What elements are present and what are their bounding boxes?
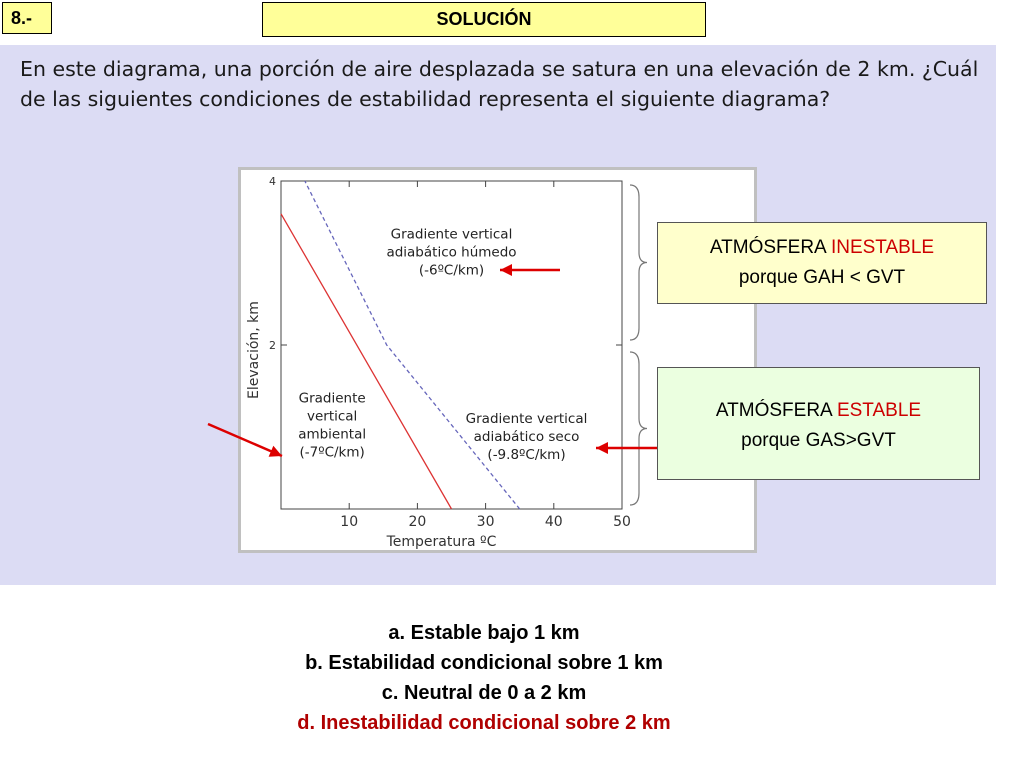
- y-tick-label-0: 2: [269, 339, 276, 352]
- annotation-1-line-2: ambiental: [298, 426, 367, 443]
- annotation-2-line-0: Gradiente vertical: [465, 410, 588, 427]
- annotation-0: [386, 226, 516, 278]
- brace-upper: [630, 185, 647, 340]
- annotation-1: [298, 390, 366, 460]
- option-c: c. Neutral de 0 a 2 km: [381, 682, 587, 704]
- annotation-1-line-1: vertical: [306, 408, 358, 425]
- option-d: d. Inestabilidad condicional sobre 2 km: [297, 712, 671, 734]
- callout-stable-reason: porque GAS>GVT: [741, 430, 896, 451]
- x-tick-label-3: 40: [544, 514, 563, 530]
- annotation-0-line-1: adiabático húmedo: [386, 244, 517, 261]
- answer-options: [200, 618, 768, 738]
- callout-stable-prefix: ATMÓSFERA: [715, 400, 837, 421]
- arrow-dry: [596, 442, 658, 454]
- callout-unstable-prefix: ATMÓSFERA: [709, 237, 831, 258]
- arrow-ambient-shaft: [208, 424, 282, 456]
- x-tick-label-2: 30: [476, 514, 495, 530]
- annotation-2-line-2: (-9.8ºC/km): [487, 446, 566, 463]
- annotation-1-line-3: (-7ºC/km): [299, 444, 365, 461]
- x-tick-label-0: 10: [340, 514, 359, 530]
- x-axis-label: Temperatura ºC: [386, 534, 497, 550]
- x-tick-label-4: 50: [613, 514, 631, 530]
- y-tick-label-1: 4: [269, 175, 276, 188]
- callout-unstable: [657, 222, 987, 304]
- callout-stable-highlight: ESTABLE: [836, 400, 922, 421]
- question-text: En este diagrama, una porción de aire desplazada se satura en una elevación de 2 km. ¿Cuál de las siguientes condiciones de estabilidad representa el siguiente diagrama?: [20, 57, 979, 111]
- callout-unstable-reason: porque GAH < GVT: [738, 267, 906, 288]
- brace-lower: [630, 352, 647, 505]
- annotation-0-line-2: (-6ºC/km): [418, 262, 485, 279]
- arrow-dry-head: [596, 442, 608, 454]
- option-a: a. Estable bajo 1 km: [388, 622, 580, 644]
- annotation-2-line-1: adiabático seco: [473, 428, 580, 445]
- arrow-ambient: [208, 424, 282, 457]
- callout-unstable-highlight: INESTABLE: [830, 237, 935, 258]
- annotation-2: [466, 411, 588, 463]
- arrow-humid: [500, 264, 560, 276]
- option-b: b. Estabilidad condicional sobre 1 km: [305, 652, 663, 674]
- arrow-humid-head: [500, 264, 512, 276]
- slide-number: 8.-: [2, 2, 52, 34]
- y-axis-label: Elevación, km: [246, 301, 262, 399]
- annotation-0-line-0: Gradiente vertical: [390, 226, 513, 243]
- annotation-1-line-0: Gradiente: [298, 390, 366, 407]
- x-tick-label-1: 20: [408, 514, 427, 530]
- callout-stable: [657, 367, 980, 480]
- slide-title: SOLUCIÓN: [262, 2, 706, 37]
